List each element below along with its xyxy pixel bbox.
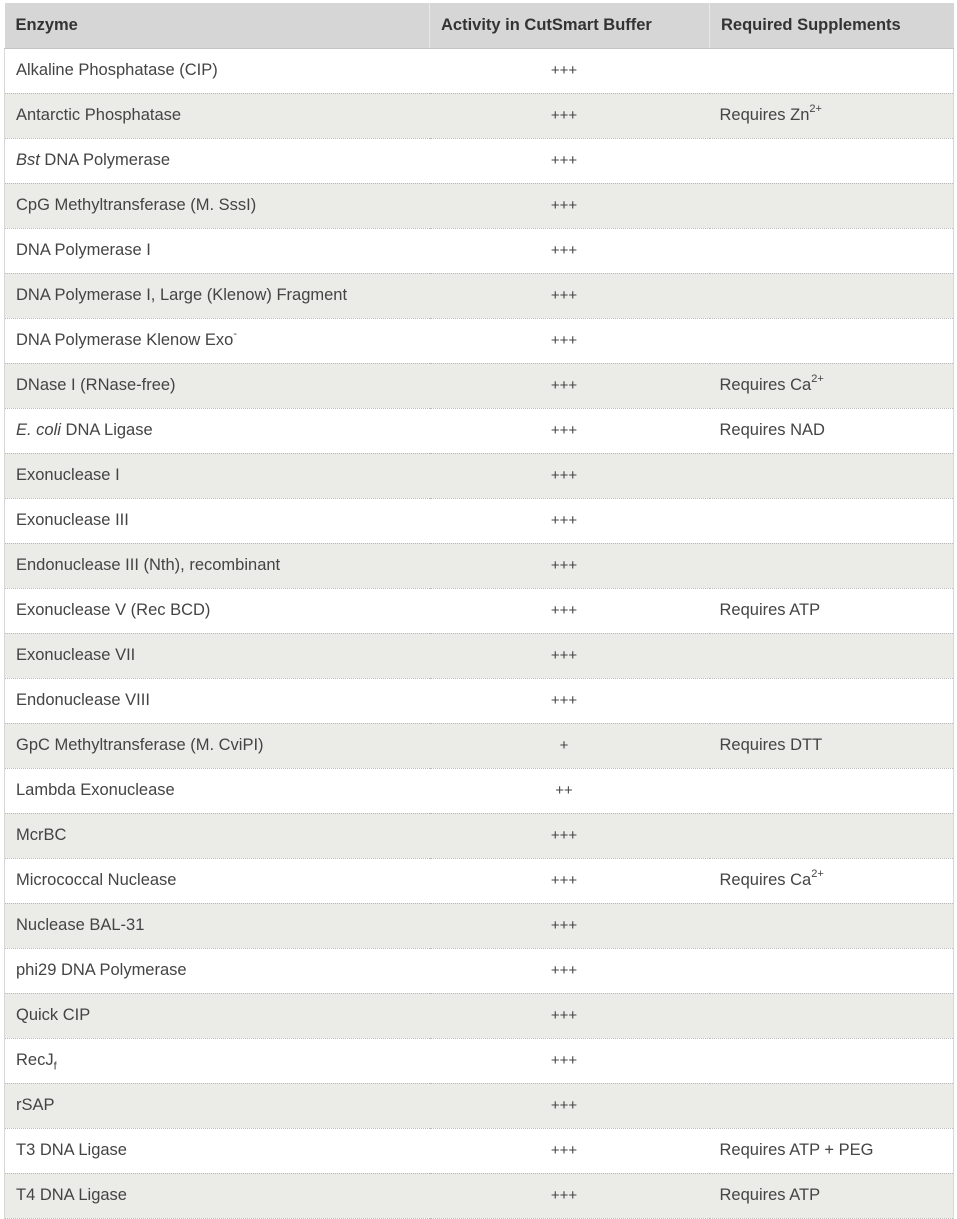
- table-row: [5, 993, 954, 1038]
- table-row: [5, 768, 954, 813]
- table-row: [5, 93, 954, 138]
- supplements-cell: [710, 993, 954, 1038]
- supplements-cell: [710, 903, 954, 948]
- header-row: [5, 3, 954, 48]
- enzyme-name-text: RecJ: [16, 1051, 54, 1069]
- enzyme-name-cell: [5, 948, 430, 993]
- enzyme-name-cell: [5, 678, 430, 723]
- activity-cell: +++: [430, 1038, 710, 1083]
- enzyme-name-cell: [5, 858, 430, 903]
- table-body: [5, 48, 954, 1218]
- activity-cell: +++: [430, 903, 710, 948]
- enzyme-name-text: Exonuclease V (Rec BCD): [16, 601, 211, 619]
- activity-cell: +++: [430, 633, 710, 678]
- enzyme-name-text: DNA Polymerase I: [16, 241, 151, 259]
- enzyme-name-text: Alkaline Phosphatase (CIP): [16, 61, 218, 79]
- activity-cell: +++: [430, 138, 710, 183]
- supplement-text: Requires ATP + PEG: [719, 1141, 874, 1159]
- supplement-text: Requires Ca: [719, 376, 812, 394]
- enzyme-name-text: DNA Polymerase Klenow Exo: [16, 331, 234, 349]
- enzyme-name-suffix: DNA Ligase: [60, 421, 153, 439]
- enzyme-name-text: phi29 DNA Polymerase: [16, 961, 187, 979]
- supplements-cell: [710, 498, 954, 543]
- enzyme-name-text: T4 DNA Ligase: [16, 1186, 127, 1204]
- table-row: [5, 813, 954, 858]
- supplement-text: Requires DTT: [719, 736, 823, 754]
- enzyme-name-cell: [5, 1128, 430, 1173]
- supplements-cell: [710, 273, 954, 318]
- enzyme-name-cell: [5, 1038, 430, 1083]
- enzyme-name-text: Micrococcal Nuclease: [16, 871, 177, 889]
- enzyme-name-cell: [5, 318, 430, 363]
- enzyme-buffer-table: [4, 3, 954, 1219]
- enzyme-name-text: Endonuclease III (Nth), recombinant: [16, 556, 281, 574]
- enzyme-name-text: Quick CIP: [16, 1006, 91, 1024]
- supplements-cell: [710, 363, 954, 408]
- activity-cell: +++: [430, 813, 710, 858]
- table-row: [5, 498, 954, 543]
- table-row: [5, 48, 954, 93]
- enzyme-name-cell: [5, 768, 430, 813]
- enzyme-name-cell: [5, 138, 430, 183]
- activity-cell: ++: [430, 768, 710, 813]
- enzyme-name-text: Endonuclease VIII: [16, 691, 150, 709]
- supplements-cell: [710, 633, 954, 678]
- enzyme-name-text: McrBC: [16, 826, 67, 844]
- activity-cell: +: [430, 723, 710, 768]
- activity-cell: +++: [430, 588, 710, 633]
- table-row: [5, 723, 954, 768]
- table-row: [5, 1128, 954, 1173]
- enzyme-name-text: Antarctic Phosphatase: [16, 106, 182, 124]
- enzyme-name-text: rSAP: [16, 1096, 55, 1114]
- enzyme-name-suffix: DNA Polymerase: [39, 151, 171, 169]
- supplements-cell: [710, 588, 954, 633]
- supplements-cell: [710, 453, 954, 498]
- supplement-superscript: 2+: [811, 372, 824, 385]
- enzyme-name-text: T3 DNA Ligase: [16, 1141, 127, 1159]
- supplements-cell: [710, 1128, 954, 1173]
- activity-cell: +++: [430, 858, 710, 903]
- enzyme-name-cell: [5, 273, 430, 318]
- table-row: [5, 228, 954, 273]
- activity-cell: +++: [430, 273, 710, 318]
- table-row: [5, 138, 954, 183]
- supplements-cell: [710, 183, 954, 228]
- enzyme-column-header: Enzyme: [5, 3, 430, 48]
- table-row: [5, 858, 954, 903]
- enzyme-name-text: CpG Methyltransferase (M. SssI): [16, 196, 257, 214]
- supplement-superscript: 2+: [811, 867, 824, 880]
- activity-cell: +++: [430, 363, 710, 408]
- enzyme-name-cell: [5, 408, 430, 453]
- supplements-column-header: Required Supplements: [710, 3, 954, 48]
- enzyme-name-cell: [5, 183, 430, 228]
- supplement-superscript: 2+: [809, 102, 822, 115]
- enzyme-name-cell: [5, 903, 430, 948]
- enzyme-name-cell: [5, 498, 430, 543]
- enzyme-name-cell: [5, 543, 430, 588]
- supplements-cell: [710, 1173, 954, 1218]
- activity-cell: +++: [430, 1128, 710, 1173]
- table-row: [5, 453, 954, 498]
- activity-cell: +++: [430, 993, 710, 1038]
- supplements-cell: [710, 1083, 954, 1128]
- supplements-cell: [710, 813, 954, 858]
- table-row: [5, 363, 954, 408]
- enzyme-name-cell: [5, 48, 430, 93]
- activity-cell: +++: [430, 93, 710, 138]
- enzyme-name-text: GpC Methyltransferase (M. CviPI): [16, 736, 264, 754]
- activity-cell: +++: [430, 318, 710, 363]
- enzyme-name-subscript: f: [53, 1060, 57, 1073]
- enzyme-name-text: Exonuclease VII: [16, 646, 136, 664]
- enzyme-name-superscript: -: [233, 327, 238, 340]
- table-row: [5, 678, 954, 723]
- supplements-cell: [710, 48, 954, 93]
- supplements-cell: [710, 1038, 954, 1083]
- activity-cell: +++: [430, 543, 710, 588]
- enzyme-name-italic: Bst: [16, 151, 40, 169]
- activity-cell: +++: [430, 453, 710, 498]
- table-row: [5, 1038, 954, 1083]
- activity-cell: +++: [430, 1083, 710, 1128]
- enzyme-name-cell: [5, 453, 430, 498]
- activity-cell: +++: [430, 498, 710, 543]
- table-header: [5, 3, 954, 48]
- table-row: [5, 633, 954, 678]
- enzyme-name-cell: [5, 363, 430, 408]
- enzyme-name-cell: [5, 633, 430, 678]
- activity-cell: +++: [430, 48, 710, 93]
- activity-cell: +++: [430, 948, 710, 993]
- table-row: [5, 1173, 954, 1218]
- supplements-cell: [710, 858, 954, 903]
- enzyme-name-text: Exonuclease III: [16, 511, 129, 529]
- enzyme-name-cell: [5, 993, 430, 1038]
- enzyme-name-cell: [5, 588, 430, 633]
- enzyme-name-cell: [5, 1083, 430, 1128]
- supplement-text: Requires Ca: [719, 871, 812, 889]
- enzyme-name-text: Exonuclease I: [16, 466, 120, 484]
- activity-cell: +++: [430, 408, 710, 453]
- supplements-cell: [710, 678, 954, 723]
- supplements-cell: [710, 408, 954, 453]
- enzyme-name-text: Nuclease BAL-31: [16, 916, 145, 934]
- activity-cell: +++: [430, 183, 710, 228]
- enzyme-name-cell: [5, 723, 430, 768]
- supplements-cell: [710, 138, 954, 183]
- activity-cell: +++: [430, 228, 710, 273]
- table-row: [5, 948, 954, 993]
- supplements-cell: [710, 228, 954, 273]
- enzyme-name-text: DNA Polymerase I, Large (Klenow) Fragment: [16, 286, 348, 304]
- table-row: [5, 543, 954, 588]
- activity-cell: +++: [430, 1173, 710, 1218]
- enzyme-name-cell: [5, 1173, 430, 1218]
- table-row: [5, 588, 954, 633]
- table-row: [5, 408, 954, 453]
- supplements-cell: [710, 723, 954, 768]
- table-row: [5, 183, 954, 228]
- supplements-cell: [710, 318, 954, 363]
- enzyme-name-cell: [5, 813, 430, 858]
- activity-column-header: Activity in CutSmart Buffer: [430, 3, 710, 48]
- supplement-text: Requires NAD: [719, 421, 825, 439]
- enzyme-name-text: Lambda Exonuclease: [16, 781, 175, 799]
- activity-cell: +++: [430, 678, 710, 723]
- supplements-cell: [710, 543, 954, 588]
- table-row: [5, 273, 954, 318]
- supplement-text: Requires ATP: [719, 601, 821, 619]
- enzyme-name-italic: E. coli: [16, 421, 61, 439]
- supplements-cell: [710, 93, 954, 138]
- table-row: [5, 318, 954, 363]
- supplements-cell: [710, 948, 954, 993]
- supplement-text: Requires ATP: [719, 1186, 821, 1204]
- enzyme-name-cell: [5, 228, 430, 273]
- enzyme-buffer-table-container: [4, 3, 953, 1219]
- enzyme-name-cell: [5, 93, 430, 138]
- table-row: [5, 1083, 954, 1128]
- table-row: [5, 903, 954, 948]
- enzyme-name-text: DNase I (RNase-free): [16, 376, 176, 394]
- supplement-text: Requires Zn: [719, 106, 810, 124]
- supplements-cell: [710, 768, 954, 813]
